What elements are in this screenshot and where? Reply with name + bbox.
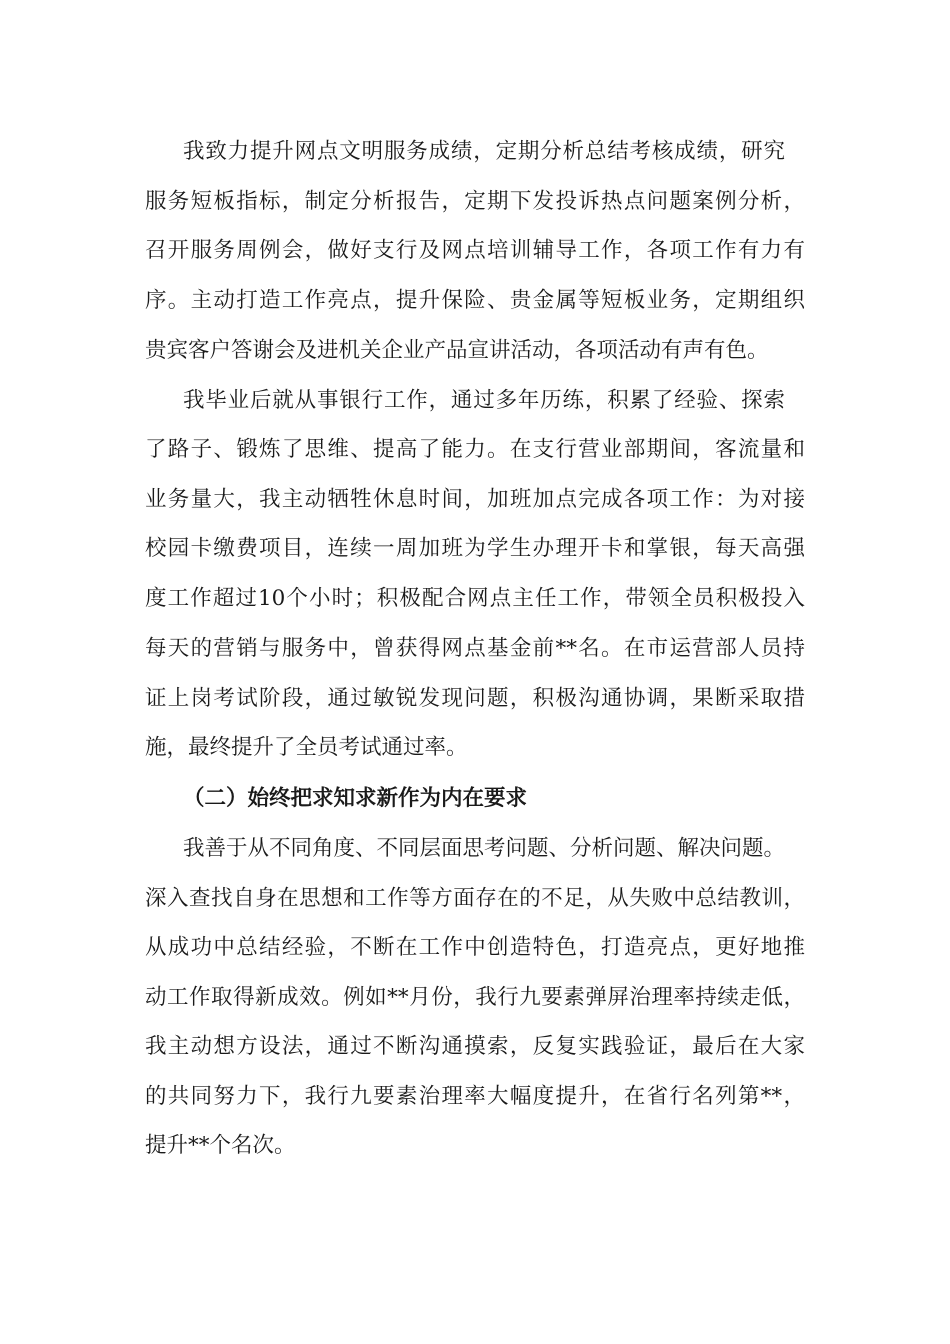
- text-line: 我毕业后就从事银行工作，通过多年历练，积累了经验、探索: [183, 388, 785, 413]
- text-line: 从成功中总结经验，不断在工作中创造特色，打造亮点，更好地推: [145, 935, 805, 960]
- text-line: 校园卡缴费项目，连续一周加班为学生办理开卡和掌银，每天高强: [145, 536, 805, 561]
- text-line: 度工作超过10个小时；积极配合网点主任工作，带领全员积极投入: [145, 586, 805, 611]
- text-line: 动工作取得新成效。例如**月份，我行九要素弹屏治理率持续走低，: [145, 985, 805, 1010]
- text-line: 我主动想方设法，通过不断沟通摸索，反复实践验证，最后在大家: [145, 1034, 805, 1059]
- text-line: 我善于从不同角度、不同层面思考问题、分析问题、解决问题。: [183, 836, 786, 861]
- text-line: 序。主动打造工作亮点，提升保险、贵金属等短板业务，定期组织: [145, 288, 805, 313]
- text-line: 召开服务周例会，做好支行及网点培训辅导工作，各项工作有力有: [145, 238, 805, 263]
- text-line: 我致力提升网点文明服务成绩，定期分析总结考核成绩，研究: [183, 139, 785, 164]
- text-line: 施，最终提升了全员考试通过率。: [145, 735, 468, 760]
- text-line: 服务短板指标，制定分析报告，定期下发投诉热点问题案例分析，: [145, 189, 805, 214]
- text-line: 了路子、锻炼了思维、提高了能力。在支行营业部期间，客流量和: [145, 437, 805, 462]
- text-line: 业务量大，我主动牺牲休息时间，加班加点完成各项工作：为对接: [145, 487, 805, 512]
- text-line: 提升**个名次。: [145, 1133, 296, 1158]
- text-line: 每天的营销与服务中，曾获得网点基金前**名。在市运营部人员持: [145, 636, 805, 661]
- text-line: 贵宾客户答谢会及进机关企业产品宣讲活动，各项活动有声有色。: [145, 338, 769, 363]
- text-line: 证上岗考试阶段，通过敏锐发现问题，积极沟通协调，果断采取措: [145, 686, 805, 711]
- text-line: 的共同努力下，我行九要素治理率大幅度提升，在省行名列第**，: [145, 1084, 805, 1109]
- section-heading: （二）始终把求知求新作为内在要求: [183, 786, 528, 811]
- text-line: 深入查找自身在思想和工作等方面存在的不足，从失败中总结教训，: [145, 886, 805, 911]
